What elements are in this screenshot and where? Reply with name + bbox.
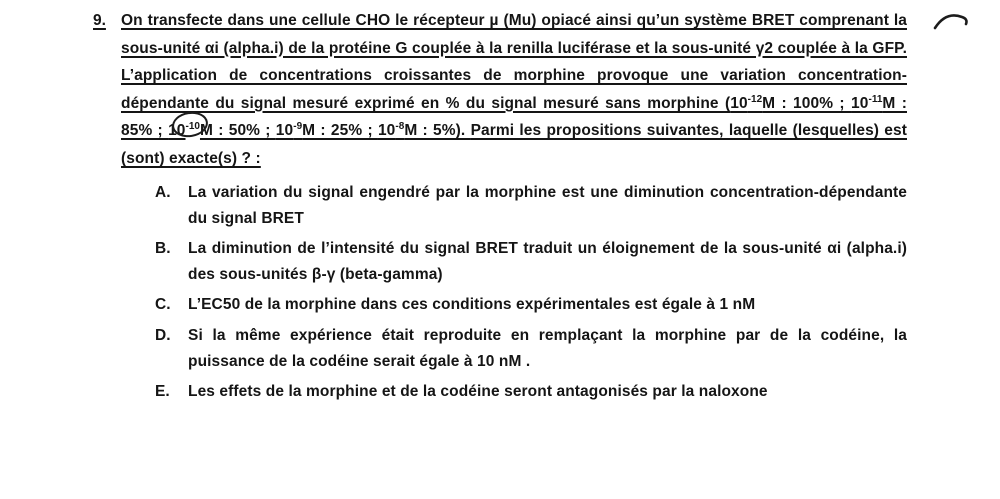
option-text: Si la même expérience était reproduite en remplaçant la morphine par de la codéine, la puissance de la codéine serait égale à 10 nM .	[188, 326, 907, 370]
stem-text-before: On transfecte dans une cellule CHO le récepteur µ (Mu) opiacé ainsi qu’un système BRET comprenant la sous-unité αi (alpha.i) de la protéine G couplée à la renilla luciférase et la sous-unité γ2 couplée à la GFP. L’application de concentrations croissantes de morphine provoque une variation concentration-dépendante du signal mesuré exprimé en % du signal mesuré sans morphine (	[121, 12, 907, 112]
question-block	[93, 7, 907, 409]
option-letter: A.	[155, 183, 171, 201]
concentration-base: 10	[851, 94, 869, 112]
concentration-base: 10	[275, 122, 294, 140]
stem-text-after: Parmi les propositions suivantes, laquelle (lesquelles) est (sont) exacte(s) ? :	[121, 122, 907, 167]
concentration-value: M : 25% ;	[302, 122, 378, 140]
options-list	[121, 180, 907, 406]
option-letter: E.	[155, 382, 170, 400]
option-b	[155, 236, 907, 288]
question-number: 9.	[93, 12, 106, 29]
concentration-exponent: -10	[185, 121, 200, 133]
concentration-value: M : 100% ;	[762, 94, 852, 112]
option-letter: B.	[155, 239, 171, 257]
option-a	[155, 180, 907, 232]
concentration-item	[276, 122, 378, 139]
concentration-exponent: -9	[293, 121, 303, 133]
question-stem	[121, 7, 907, 173]
option-letter: C.	[155, 296, 171, 314]
option-e	[155, 379, 907, 405]
option-letter: D.	[155, 326, 171, 344]
concentration-value: M : 5%).	[404, 122, 471, 140]
option-text: Les effets de la morphine et de la codéine seront antagonisés par la naloxone	[188, 382, 768, 400]
concentration-value: M : 50% ;	[199, 122, 276, 140]
concentration-exponent: -11	[868, 93, 883, 105]
concentration-item	[168, 122, 276, 139]
option-c	[155, 292, 907, 318]
handwritten-stroke-mark	[932, 8, 972, 36]
concentration-item	[378, 122, 471, 139]
option-d	[155, 323, 907, 375]
concentration-exponent: -12	[747, 93, 763, 105]
concentration-base: 10	[730, 94, 748, 112]
concentration-value: M : 85% ;	[121, 94, 907, 140]
concentration-base: 10	[377, 122, 396, 140]
option-text: L’EC50 de la morphine dans ces conditions expérimentales est égale à 1 nM	[188, 296, 756, 314]
option-text: La variation du signal engendré par la morphine est une diminution concentration-dépendante du signal BRET	[188, 183, 907, 227]
question-body	[121, 7, 907, 409]
handwritten-circle-annotation	[186, 117, 200, 145]
concentration-exponent: -8	[395, 121, 405, 133]
option-text: La diminution de l’intensité du signal BRET traduit un éloignement de la sous-unité αi (alpha.i) des sous-unités β-γ (beta-gamma)	[188, 239, 907, 284]
concentration-base: 10	[168, 122, 186, 140]
concentration-item	[730, 95, 851, 112]
